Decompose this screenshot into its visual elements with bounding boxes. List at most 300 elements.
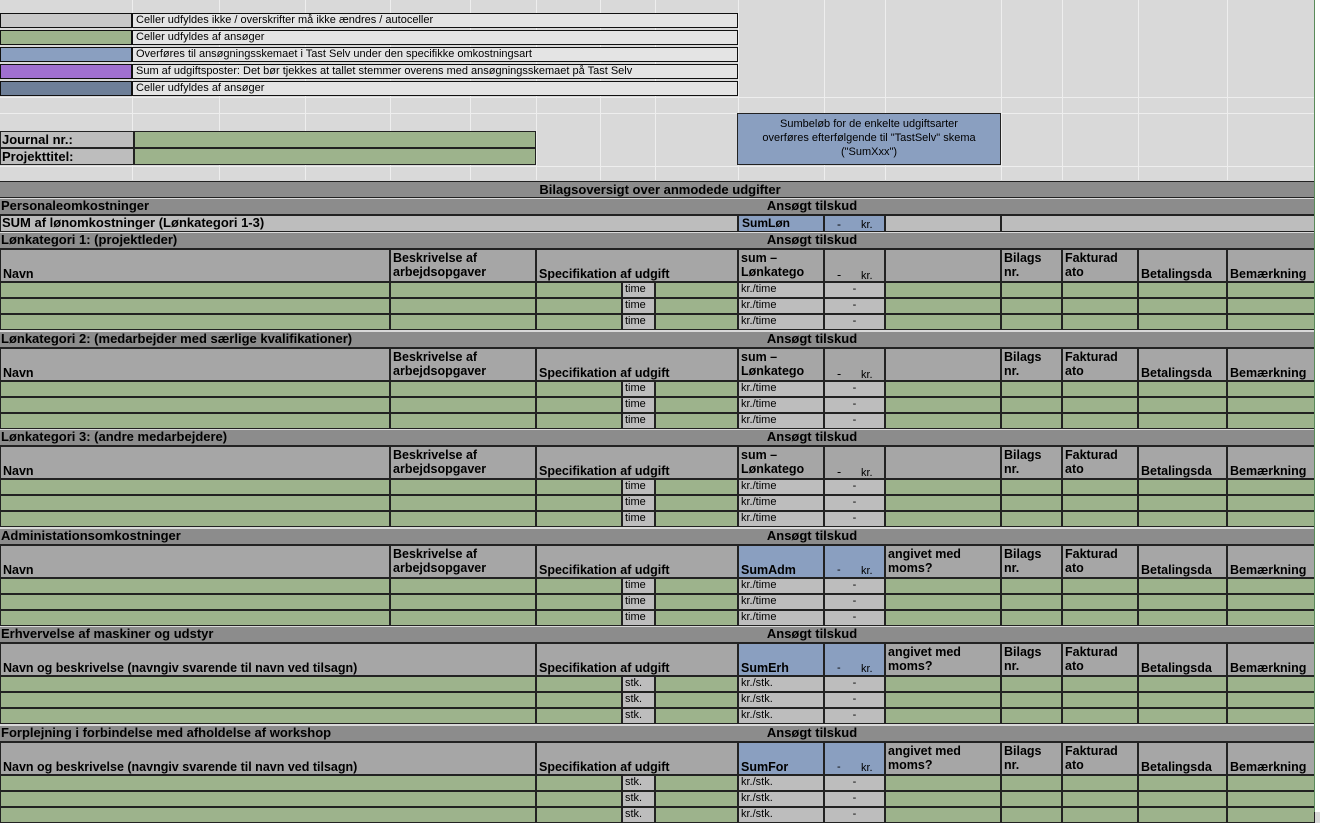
forplejning-ansogt-heading: Ansøgt tilskud: [738, 726, 885, 742]
dash: -: [837, 268, 842, 282]
lonkat1-row-name[interactable]: [0, 282, 390, 298]
lonkat3-col-faktura: Fakturad ato: [1062, 446, 1138, 479]
forplejning-sum-value: [824, 742, 885, 775]
kr-label: kr.: [861, 762, 873, 774]
forplejning-sum-cell: SumFor: [738, 742, 824, 775]
admin-sum-cell: SumAdm: [738, 545, 824, 578]
lonkat1-row-rate[interactable]: [655, 314, 738, 330]
lonkat2-row-unit: time: [622, 381, 655, 397]
admin-ansogt-heading: Ansøgt tilskud: [738, 529, 885, 545]
lonkat3-col-bilags: Bilags nr.: [1001, 446, 1062, 479]
lonkat2-row-faktura[interactable]: [1062, 413, 1138, 429]
lonkat1-row-rate[interactable]: [655, 282, 738, 298]
admin-row-name[interactable]: [0, 610, 390, 626]
forplejning-row-betaling[interactable]: [1138, 807, 1227, 823]
lonkat3-row-sum: -: [824, 479, 885, 495]
lonkat3-row-faktura[interactable]: [1062, 511, 1138, 527]
erhverv-row-rate-unit: kr./stk.: [738, 692, 824, 708]
lonkat2-row-spec[interactable]: [536, 381, 622, 397]
forplejning-row-sum: -: [824, 775, 885, 791]
lonkat2-row-moms[interactable]: [885, 397, 1001, 413]
personale-fill: [885, 199, 1315, 215]
lonkat2-row-unit: time: [622, 413, 655, 429]
admin-row-sum: -: [824, 610, 885, 626]
kr-label: kr.: [861, 270, 873, 282]
sum-transfer-note: Sumbeløb for de enkelte udgiftsarter overføres efterfølgende til "TastSelv" skema ("SumXxx"): [737, 113, 1001, 165]
forplejning-row-unit: stk.: [622, 791, 655, 807]
erhverv-row-rate[interactable]: [655, 692, 738, 708]
project-label: Projekttitel:: [0, 148, 134, 165]
admin-col-bemaerk: Bemærkning: [1227, 545, 1315, 578]
lonkat1-row-bilags[interactable]: [1001, 314, 1062, 330]
dash: -: [837, 761, 841, 773]
lonkat3-row-sum: -: [824, 511, 885, 527]
lonkat1-row-sum: -: [824, 314, 885, 330]
lonkat1-col-bilags: Bilags nr.: [1001, 249, 1062, 282]
erhverv-row-betaling[interactable]: [1138, 676, 1227, 692]
lonkat2-row-bemaerk[interactable]: [1227, 381, 1315, 397]
lonkat2-row-name[interactable]: [0, 413, 390, 429]
erhverv-ansogt-heading: Ansøgt tilskud: [738, 627, 885, 643]
forplejning-heading-fill: [885, 726, 1315, 742]
erhverv-row-betaling[interactable]: [1138, 692, 1227, 708]
erhverv-row-bilags[interactable]: [1001, 708, 1062, 724]
admin-row-name[interactable]: [0, 594, 390, 610]
forplejning-col-spec: Specifikation af udgift: [536, 742, 738, 775]
lonkat1-row-bemaerk[interactable]: [1227, 282, 1315, 298]
erhverv-row-sum: -: [824, 692, 885, 708]
lonkat3-row-rate-unit: kr./time: [738, 479, 824, 495]
admin-row-betaling[interactable]: [1138, 610, 1227, 626]
lonkat3-row-faktura[interactable]: [1062, 495, 1138, 511]
lonkat2-row-name[interactable]: [0, 397, 390, 413]
lonkat3-col-sumkat: sum – Lønkatego: [738, 446, 824, 479]
sumlon-fill-1: [885, 215, 1001, 232]
lonkat1-row-moms[interactable]: [885, 282, 1001, 298]
lonkat1-row-bilags[interactable]: [1001, 298, 1062, 314]
lonkat2-row-name[interactable]: [0, 381, 390, 397]
admin-col-bilags: Bilags nr.: [1001, 545, 1062, 578]
admin-col-betaling: Betalingsda: [1138, 545, 1227, 578]
lonkat3-row-name[interactable]: [0, 479, 390, 495]
admin-row-rate[interactable]: [655, 610, 738, 626]
lonkat2-row-bilags[interactable]: [1001, 397, 1062, 413]
admin-row-faktura[interactable]: [1062, 610, 1138, 626]
lonkat2-row-bemaerk[interactable]: [1227, 413, 1315, 429]
forplejning-row-bemaerk[interactable]: [1227, 807, 1315, 823]
sumlon-cell: SumLøn: [738, 215, 824, 232]
admin-row-spec[interactable]: [536, 578, 622, 594]
admin-row-rate[interactable]: [655, 578, 738, 594]
lonkat2-row-faktura[interactable]: [1062, 381, 1138, 397]
admin-row-rate-unit: kr./time: [738, 594, 824, 610]
erhverv-row-name[interactable]: [0, 676, 536, 692]
lonkat3-row-betaling[interactable]: [1138, 479, 1227, 495]
erhverv-col-faktura: Fakturad ato: [1062, 643, 1138, 676]
lonkat3-row-bilags[interactable]: [1001, 479, 1062, 495]
erhverv-row-bemaerk[interactable]: [1227, 692, 1315, 708]
forplejning-row-bilags[interactable]: [1001, 791, 1062, 807]
lonkat3-row-moms[interactable]: [885, 495, 1001, 511]
forplejning-row-moms[interactable]: [885, 807, 1001, 823]
lonkat1-row-spec[interactable]: [536, 282, 622, 298]
forplejning-col-name: Navn og beskrivelse (navngiv svarende til navn ved tilsagn): [0, 742, 536, 775]
erhverv-col-bemaerk: Bemærkning: [1227, 643, 1315, 676]
admin-row-desc[interactable]: [390, 610, 536, 626]
lonkat1-row-name[interactable]: [0, 298, 390, 314]
admin-col-name: Navn: [0, 545, 390, 578]
lonkat2-col-sumkat: sum – Lønkatego: [738, 348, 824, 381]
admin-row-rate-unit: kr./time: [738, 578, 824, 594]
lonkat1-col-betaling: Betalingsda: [1138, 249, 1227, 282]
erhverv-row-rate[interactable]: [655, 708, 738, 724]
dash: -: [837, 367, 842, 381]
lonkat2-col-description: Beskrivelse af arbejdsopgaver: [390, 348, 536, 381]
admin-row-faktura[interactable]: [1062, 578, 1138, 594]
lonkat1-col-spec: Specifikation af udgift: [536, 249, 738, 282]
forplejning-col-betaling: Betalingsda: [1138, 742, 1227, 775]
lonkat3-row-bemaerk[interactable]: [1227, 511, 1315, 527]
lonkat2-row-desc[interactable]: [390, 397, 536, 413]
lonkat3-row-rate-unit: kr./time: [738, 511, 824, 527]
admin-row-betaling[interactable]: [1138, 594, 1227, 610]
lonkat1-col-sumkat: sum – Lønkatego: [738, 249, 824, 282]
lonkat1-row-bemaerk[interactable]: [1227, 298, 1315, 314]
forplejning-row-bemaerk[interactable]: [1227, 775, 1315, 791]
legend-swatch-3: [0, 47, 132, 62]
forplejning-row-moms[interactable]: [885, 775, 1001, 791]
lonkat2-row-rate[interactable]: [655, 397, 738, 413]
admin-row-sum: -: [824, 578, 885, 594]
lonkat1-row-rate[interactable]: [655, 298, 738, 314]
erhverv-row-unit: stk.: [622, 708, 655, 724]
lonkat2-row-desc[interactable]: [390, 381, 536, 397]
forplejning-row-betaling[interactable]: [1138, 791, 1227, 807]
erhverv-row-sum: -: [824, 708, 885, 724]
lonkat1-col-faktura: Fakturad ato: [1062, 249, 1138, 282]
legend-swatch-4: [0, 64, 132, 79]
lonkat2-col-betaling: Betalingsda: [1138, 348, 1227, 381]
lonkat2-row-spec[interactable]: [536, 397, 622, 413]
erhverv-col-spec: Specifikation af udgift: [536, 643, 738, 676]
lonkat1-row-moms[interactable]: [885, 298, 1001, 314]
erhverv-row-unit: stk.: [622, 676, 655, 692]
admin-row-bilags[interactable]: [1001, 594, 1062, 610]
admin-row-bilags[interactable]: [1001, 578, 1062, 594]
journal-label: Journal nr.:: [0, 131, 134, 148]
admin-col-description: Beskrivelse af arbejdsopgaver: [390, 545, 536, 578]
forplejning-row-name[interactable]: [0, 791, 536, 807]
lonkat3-row-name[interactable]: [0, 495, 390, 511]
lonkat2-col-sumval: [824, 348, 885, 381]
erhverv-row-moms[interactable]: [885, 692, 1001, 708]
lonkat1-row-rate-unit: kr./time: [738, 314, 824, 330]
sumlon-value: [824, 215, 885, 232]
admin-row-unit: time: [622, 578, 655, 594]
lonkat3-ansogt-heading: Ansøgt tilskud: [738, 430, 885, 446]
forplejning-row-rate-unit: kr./stk.: [738, 775, 824, 791]
admin-row-unit: time: [622, 594, 655, 610]
erhverv-sum-cell: SumErh: [738, 643, 824, 676]
erhverv-row-moms[interactable]: [885, 676, 1001, 692]
lonkat2-row-desc[interactable]: [390, 413, 536, 429]
lonkat3-row-bilags[interactable]: [1001, 511, 1062, 527]
forplejning-row-faktura[interactable]: [1062, 775, 1138, 791]
lonkat3-row-sum: -: [824, 495, 885, 511]
lonkat3-row-unit: time: [622, 511, 655, 527]
admin-row-moms[interactable]: [885, 594, 1001, 610]
erhverv-row-faktura[interactable]: [1062, 676, 1138, 692]
kr-label: kr.: [861, 219, 873, 231]
lonkat3-row-unit: time: [622, 479, 655, 495]
erhverv-row-spec[interactable]: [536, 708, 622, 724]
lonkat2-row-faktura[interactable]: [1062, 397, 1138, 413]
lonkat1-row-rate-unit: kr./time: [738, 298, 824, 314]
lonkat2-col-bemaerk: Bemærkning: [1227, 348, 1315, 381]
lonkat1-col-description: Beskrivelse af arbejdsopgaver: [390, 249, 536, 282]
lonkat3-row-spec[interactable]: [536, 479, 622, 495]
lonkat2-row-rate[interactable]: [655, 381, 738, 397]
lonkat1-row-desc[interactable]: [390, 314, 536, 330]
forplejning-row-bemaerk[interactable]: [1227, 791, 1315, 807]
lonkat2-row-betaling[interactable]: [1138, 413, 1227, 429]
erhverv-row-name[interactable]: [0, 692, 536, 708]
erhverv-row-bilags[interactable]: [1001, 676, 1062, 692]
legend-swatch-1: [0, 13, 132, 28]
lonkat2-row-betaling[interactable]: [1138, 381, 1227, 397]
admin-row-moms[interactable]: [885, 578, 1001, 594]
lonkat1-row-unit: time: [622, 282, 655, 298]
lonkat1-row-bilags[interactable]: [1001, 282, 1062, 298]
lonkat1-row-bemaerk[interactable]: [1227, 314, 1315, 330]
lonkat1-col-sumval: [824, 249, 885, 282]
lonkat2-row-bemaerk[interactable]: [1227, 397, 1315, 413]
admin-row-bemaerk[interactable]: [1227, 578, 1315, 594]
lonkat1-row-unit: time: [622, 314, 655, 330]
erhverv-row-name[interactable]: [0, 708, 536, 724]
lonkat2-col-bilags: Bilags nr.: [1001, 348, 1062, 381]
lonkat2-row-rate-unit: kr./time: [738, 397, 824, 413]
lonkat3-heading: Lønkategori 3: (andre medarbejdere): [0, 430, 738, 446]
forplejning-row-spec[interactable]: [536, 807, 622, 823]
lonkat2-col-name: Navn: [0, 348, 390, 381]
forplejning-row-spec[interactable]: [536, 775, 622, 791]
forplejning-row-rate[interactable]: [655, 775, 738, 791]
forplejning-row-rate[interactable]: [655, 791, 738, 807]
forplejning-row-betaling[interactable]: [1138, 775, 1227, 791]
lonkat3-row-bemaerk[interactable]: [1227, 479, 1315, 495]
lonkat3-col-spec: Specifikation af udgift: [536, 446, 738, 479]
lonkat1-ansogt-heading: Ansøgt tilskud: [738, 233, 885, 249]
project-input[interactable]: [134, 148, 536, 165]
forplejning-row-unit: stk.: [622, 807, 655, 823]
lonkat3-row-spec[interactable]: [536, 511, 622, 527]
admin-row-betaling[interactable]: [1138, 578, 1227, 594]
admin-row-rate-unit: kr./time: [738, 610, 824, 626]
legend-text-1: Celler udfyldes ikke / overskrifter må ikke ændres / autoceller: [132, 13, 738, 28]
lonkat3-row-betaling[interactable]: [1138, 511, 1227, 527]
lonkat3-row-faktura[interactable]: [1062, 479, 1138, 495]
forplejning-row-moms[interactable]: [885, 791, 1001, 807]
admin-row-spec[interactable]: [536, 594, 622, 610]
admin-row-faktura[interactable]: [1062, 594, 1138, 610]
lonkat2-row-bilags[interactable]: [1001, 381, 1062, 397]
admin-row-bemaerk[interactable]: [1227, 594, 1315, 610]
lonkat3-row-desc[interactable]: [390, 495, 536, 511]
admin-row-name[interactable]: [0, 578, 390, 594]
erhverv-col-name: Navn og beskrivelse (navngiv svarende til navn ved tilsagn): [0, 643, 536, 676]
erhverv-col-moms: angivet med moms?: [885, 643, 1001, 676]
lonkat3-row-bilags[interactable]: [1001, 495, 1062, 511]
personale-heading: Personaleomkostninger: [0, 199, 738, 215]
lonkat3-row-moms[interactable]: [885, 479, 1001, 495]
legend-swatch-2: [0, 30, 132, 45]
admin-row-bilags[interactable]: [1001, 610, 1062, 626]
admin-row-sum: -: [824, 594, 885, 610]
forplejning-row-bilags[interactable]: [1001, 807, 1062, 823]
lonkat1-row-spec[interactable]: [536, 314, 622, 330]
lonkat3-row-betaling[interactable]: [1138, 495, 1227, 511]
lonkat1-col-name: Navn: [0, 249, 390, 282]
forplejning-row-rate-unit: kr./stk.: [738, 791, 824, 807]
admin-col-faktura: Fakturad ato: [1062, 545, 1138, 578]
lonkat2-row-moms[interactable]: [885, 413, 1001, 429]
lonkat2-row-sum: -: [824, 397, 885, 413]
journal-input[interactable]: [134, 131, 536, 148]
lonkat2-col-spec: Specifikation af udgift: [536, 348, 738, 381]
lonkat1-row-name[interactable]: [0, 314, 390, 330]
lonkat2-row-betaling[interactable]: [1138, 397, 1227, 413]
forplejning-row-name[interactable]: [0, 775, 536, 791]
lonkat3-row-rate[interactable]: [655, 495, 738, 511]
legend-text-5: Celler udfyldes af ansøger: [132, 81, 738, 96]
admin-heading: Administationsomkostninger: [0, 529, 738, 545]
erhverv-row-betaling[interactable]: [1138, 708, 1227, 724]
forplejning-col-faktura: Fakturad ato: [1062, 742, 1138, 775]
forplejning-row-unit: stk.: [622, 775, 655, 791]
lonkat1-row-faktura[interactable]: [1062, 298, 1138, 314]
lonkat2-row-sum: -: [824, 413, 885, 429]
forplejning-col-bemaerk: Bemærkning: [1227, 742, 1315, 775]
kr-label: kr.: [861, 663, 873, 675]
admin-row-spec[interactable]: [536, 610, 622, 626]
erhverv-heading-fill: [885, 627, 1315, 643]
lonkat2-row-spec[interactable]: [536, 413, 622, 429]
lonkat3-col-betaling: Betalingsda: [1138, 446, 1227, 479]
lonkat1-row-rate-unit: kr./time: [738, 282, 824, 298]
legend-text-4: Sum af udgiftsposter: Det bør tjekkes at tallet stemmer overens med ansøgningsskemaet på Tast Selv: [132, 64, 738, 79]
lonkat3-col-bemaerk: Bemærkning: [1227, 446, 1315, 479]
erhverv-row-rate[interactable]: [655, 676, 738, 692]
kr-label: kr.: [861, 565, 873, 577]
forplejning-row-faktura[interactable]: [1062, 791, 1138, 807]
forplejning-row-rate-unit: kr./stk.: [738, 807, 824, 823]
admin-row-desc[interactable]: [390, 578, 536, 594]
lonkat1-row-desc[interactable]: [390, 282, 536, 298]
lonkat1-row-faktura[interactable]: [1062, 282, 1138, 298]
lonkat1-row-faktura[interactable]: [1062, 314, 1138, 330]
erhverv-row-moms[interactable]: [885, 708, 1001, 724]
forplejning-row-bilags[interactable]: [1001, 775, 1062, 791]
erhverv-row-bemaerk[interactable]: [1227, 676, 1315, 692]
admin-row-unit: time: [622, 610, 655, 626]
forplejning-row-spec[interactable]: [536, 791, 622, 807]
erhverv-col-bilags: Bilags nr.: [1001, 643, 1062, 676]
lonkat1-row-sum: -: [824, 282, 885, 298]
lonkat1-col-empty: [885, 249, 1001, 282]
lonkat3-row-spec[interactable]: [536, 495, 622, 511]
lonkat2-heading: Lønkategori 2: (medarbejder med særlige kvalifikationer): [0, 332, 738, 348]
erhverv-row-bemaerk[interactable]: [1227, 708, 1315, 724]
lonkat2-row-sum: -: [824, 381, 885, 397]
lonkat2-row-unit: time: [622, 397, 655, 413]
admin-row-rate[interactable]: [655, 594, 738, 610]
lonkat3-heading-fill: [885, 430, 1315, 446]
lonkat2-col-empty: [885, 348, 1001, 381]
lonkat1-row-moms[interactable]: [885, 314, 1001, 330]
erhverv-row-bilags[interactable]: [1001, 692, 1062, 708]
lonkat3-row-rate[interactable]: [655, 479, 738, 495]
sheet-right-edge: [1314, 0, 1320, 812]
lonkat1-row-desc[interactable]: [390, 298, 536, 314]
lonkat2-row-rate-unit: kr./time: [738, 381, 824, 397]
lonkat2-row-rate-unit: kr./time: [738, 413, 824, 429]
dash: -: [837, 564, 841, 576]
lonkat3-row-rate[interactable]: [655, 511, 738, 527]
personale-ansogt: Ansøgt tilskud: [738, 199, 885, 215]
dash: -: [837, 662, 841, 674]
lonkat1-row-betaling[interactable]: [1138, 282, 1227, 298]
legend-text-2: Celler udfyldes af ansøger: [132, 30, 738, 45]
lonkat3-row-name[interactable]: [0, 511, 390, 527]
lonkat3-row-moms[interactable]: [885, 511, 1001, 527]
erhverv-row-faktura[interactable]: [1062, 708, 1138, 724]
erhverv-col-betaling: Betalingsda: [1138, 643, 1227, 676]
forplejning-row-rate[interactable]: [655, 807, 738, 823]
lonkat2-row-rate[interactable]: [655, 413, 738, 429]
lonkat2-row-bilags[interactable]: [1001, 413, 1062, 429]
admin-row-desc[interactable]: [390, 594, 536, 610]
sumlon-fill-2: [1001, 215, 1315, 232]
lonkat3-row-desc[interactable]: [390, 511, 536, 527]
forplejning-heading: Forplejning i forbindelse med afholdelse af workshop: [0, 726, 738, 742]
lonkat2-row-moms[interactable]: [885, 381, 1001, 397]
erhverv-row-faktura[interactable]: [1062, 692, 1138, 708]
sum-lon-label: SUM af lønomkostninger (Lønkategori 1-3): [0, 215, 738, 232]
lonkat2-col-faktura: Fakturad ato: [1062, 348, 1138, 381]
lonkat1-row-betaling[interactable]: [1138, 314, 1227, 330]
erhverv-row-rate-unit: kr./stk.: [738, 708, 824, 724]
erhverv-sum-value: [824, 643, 885, 676]
admin-row-moms[interactable]: [885, 610, 1001, 626]
admin-heading-fill: [885, 529, 1315, 545]
lonkat3-row-desc[interactable]: [390, 479, 536, 495]
erhverv-row-spec[interactable]: [536, 676, 622, 692]
forplejning-row-name[interactable]: [0, 807, 536, 823]
lonkat2-ansogt-heading: Ansøgt tilskud: [738, 332, 885, 348]
lonkat3-col-name: Navn: [0, 446, 390, 479]
lonkat3-row-unit: time: [622, 495, 655, 511]
lonkat1-row-betaling[interactable]: [1138, 298, 1227, 314]
lonkat3-row-bemaerk[interactable]: [1227, 495, 1315, 511]
lonkat1-heading: Lønkategori 1: (projektleder): [0, 233, 738, 249]
forplejning-col-bilags: Bilags nr.: [1001, 742, 1062, 775]
lonkat1-row-spec[interactable]: [536, 298, 622, 314]
erhverv-row-spec[interactable]: [536, 692, 622, 708]
dash: -: [837, 217, 841, 231]
admin-row-bemaerk[interactable]: [1227, 610, 1315, 626]
forplejning-row-faktura[interactable]: [1062, 807, 1138, 823]
